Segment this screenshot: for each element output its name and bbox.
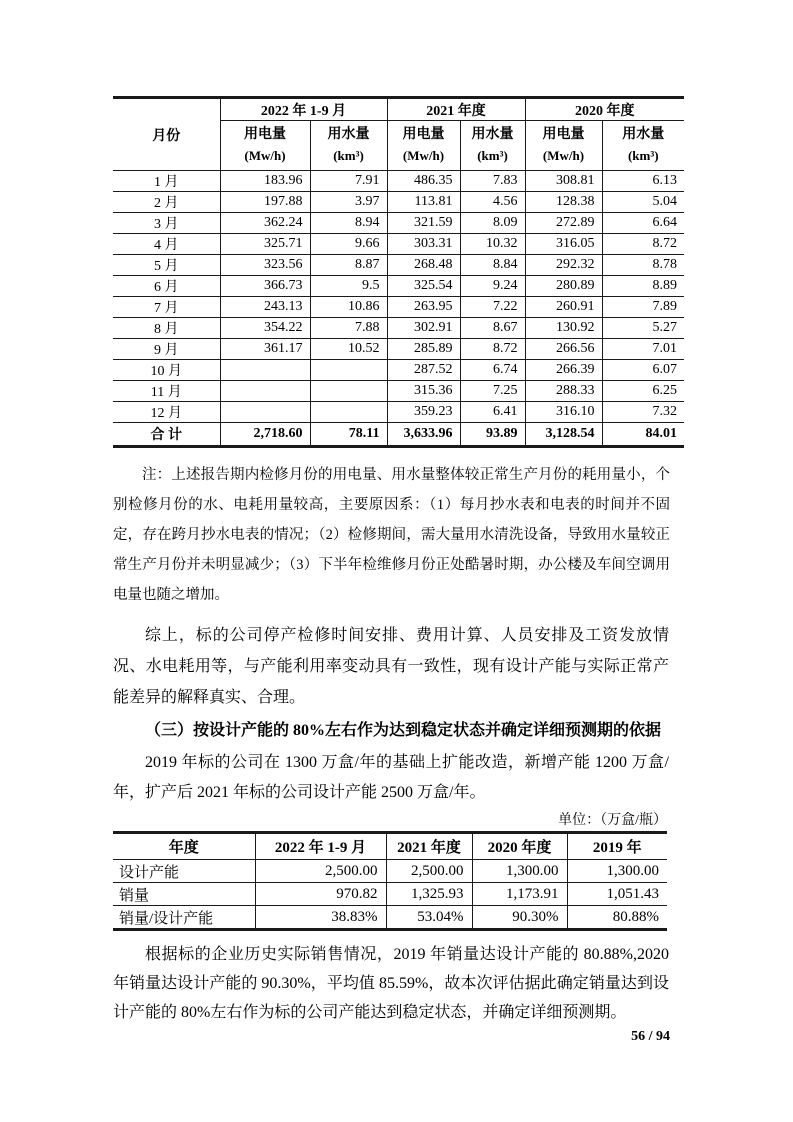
- table-cell: 243.13: [220, 297, 310, 318]
- table-cell: 8.09: [460, 213, 525, 234]
- month-label: 1 月: [113, 171, 220, 192]
- table-cell: 8.89: [602, 276, 684, 297]
- table-cell: 315.36: [387, 381, 460, 402]
- table-cell: 303.31: [387, 234, 460, 255]
- table-cell: 268.48: [387, 255, 460, 276]
- table-cell: 6.64: [602, 213, 684, 234]
- month-label: 5 月: [113, 255, 220, 276]
- table-cell: 3.97: [310, 192, 387, 213]
- total-row: [113, 423, 684, 447]
- table-cell: 1,325.93: [386, 883, 472, 906]
- unit-mwh: (Mw/h): [244, 148, 286, 164]
- table-cell: 1,300.00: [567, 860, 667, 883]
- table-cell: 1,051.43: [567, 883, 667, 906]
- table-row: [113, 860, 667, 883]
- utility-usage-table: [113, 96, 684, 448]
- table-cell: 325.71: [220, 234, 310, 255]
- table-cell: 7.25: [460, 381, 525, 402]
- table-cell: 2,500.00: [386, 860, 472, 883]
- table-row: [113, 883, 667, 906]
- table-row: [113, 339, 684, 360]
- unit-mwh: (Mw/h): [542, 148, 585, 164]
- table-cell: 8.94: [310, 213, 387, 234]
- table-cell: 9.5: [310, 276, 387, 297]
- table-cell: 7.01: [602, 339, 684, 360]
- month-label: 2 月: [113, 192, 220, 213]
- row-label: 销量: [113, 883, 255, 906]
- header-2022: 2022 年 1-9 月: [255, 833, 386, 860]
- table-row: [113, 318, 684, 339]
- table-cell: 266.39: [525, 360, 602, 381]
- header-period-2022: 2022 年 1-9 月: [220, 98, 387, 121]
- table-cell: 7.89: [602, 297, 684, 318]
- month-label: 6 月: [113, 276, 220, 297]
- header-water-2020: 用水量 (km³): [602, 121, 684, 171]
- table-cell: 7.83: [460, 171, 525, 192]
- table-cell: 7.91: [310, 171, 387, 192]
- table-cell: 1,173.91: [472, 883, 567, 906]
- table-cell: 8.87: [310, 255, 387, 276]
- table-cell: 8.67: [460, 318, 525, 339]
- total-cell: 3,633.96: [387, 423, 460, 447]
- table-cell: 316.10: [525, 402, 602, 423]
- table-cell: 354.22: [220, 318, 310, 339]
- table-cell: [220, 402, 310, 423]
- table-cell: 4.56: [460, 192, 525, 213]
- table-cell: 183.96: [220, 171, 310, 192]
- table-cell: 80.88%: [567, 906, 667, 930]
- table-row: [113, 276, 684, 297]
- table-cell: 288.33: [525, 381, 602, 402]
- table-cell: 321.59: [387, 213, 460, 234]
- table-cell: 7.32: [602, 402, 684, 423]
- table-row: [113, 381, 684, 402]
- month-label: 8 月: [113, 318, 220, 339]
- table-cell: 38.83%: [255, 906, 386, 930]
- total-label: 合 计: [113, 423, 220, 447]
- table-cell: 10.32: [460, 234, 525, 255]
- table-cell: 285.89: [387, 339, 460, 360]
- table-cell: 302.91: [387, 318, 460, 339]
- header-2020: 2020 年度: [472, 833, 567, 860]
- table-cell: 9.66: [310, 234, 387, 255]
- table-row: [113, 297, 684, 318]
- unit-label: 单位：（万盒/瓶）: [558, 813, 667, 828]
- table-cell: 8.72: [460, 339, 525, 360]
- table-cell: 130.92: [525, 318, 602, 339]
- table-row: [113, 360, 684, 381]
- header-electricity-2021: 用电量 (Mw/h): [387, 121, 460, 171]
- total-cell: 84.01: [602, 423, 684, 447]
- month-label: 11 月: [113, 381, 220, 402]
- header-electricity-2022: 用电量 (Mw/h): [220, 121, 310, 171]
- capacity-sales-table: [113, 831, 667, 931]
- month-label: 10 月: [113, 360, 220, 381]
- unit-mwh: (Mw/h): [402, 148, 445, 164]
- header-2019: 2019 年: [567, 833, 667, 860]
- table-cell: 197.88: [220, 192, 310, 213]
- table-row: [113, 171, 684, 192]
- table-row: [113, 255, 684, 276]
- table-row: [113, 402, 684, 423]
- table-cell: 9.24: [460, 276, 525, 297]
- month-label: 4 月: [113, 234, 220, 255]
- unit-km3: (km³): [333, 148, 364, 164]
- page-number: 56 / 94: [631, 1029, 670, 1044]
- conclusion-paragraph: 根据标的企业历史实际销售情况，2019 年销量达设计产能的 80.88%,2020 年销量达设计产能的 90.30%，平均值 85.59%，故本次评估据此确定销量达到设计产能的 80%左右作为标的公司产能达到稳定状态，并确定详细预测期。: [113, 946, 669, 1021]
- table-cell: 6.25: [602, 381, 684, 402]
- header-water-2021: 用水量 (km³): [460, 121, 525, 171]
- header-2021: 2021 年度: [386, 833, 472, 860]
- table-cell: 6.74: [460, 360, 525, 381]
- month-label: 12 月: [113, 402, 220, 423]
- table-cell: 323.56: [220, 255, 310, 276]
- table-cell: [220, 381, 310, 402]
- row-label: 销量/设计产能: [113, 906, 255, 930]
- header-electricity-2020: 用电量 (Mw/h): [525, 121, 602, 171]
- table-cell: 272.89: [525, 213, 602, 234]
- table-row: [113, 192, 684, 213]
- month-label: 7 月: [113, 297, 220, 318]
- table-cell: 970.82: [255, 883, 386, 906]
- table-cell: [310, 381, 387, 402]
- header-period-2021: 2021 年度: [387, 98, 525, 121]
- table-cell: 10.52: [310, 339, 387, 360]
- table-cell: 287.52: [387, 360, 460, 381]
- table-cell: 7.88: [310, 318, 387, 339]
- table-cell: 2,500.00: [255, 860, 386, 883]
- table-cell: 53.04%: [386, 906, 472, 930]
- table-cell: 8.84: [460, 255, 525, 276]
- table-cell: 6.41: [460, 402, 525, 423]
- summary-paragraph: 综上，标的公司停产检修时间安排、费用计算、人员安排及工资发放情况、水电耗用等，与产能利用率变动具有一致性，现有设计产能与实际正常产能差异的解释真实、合理。: [113, 627, 669, 706]
- unit-km3: (km³): [627, 148, 659, 164]
- table-cell: 90.30%: [472, 906, 567, 930]
- table-cell: 263.95: [387, 297, 460, 318]
- table-cell: 8.72: [602, 234, 684, 255]
- table-cell: 292.32: [525, 255, 602, 276]
- table-row: [113, 234, 684, 255]
- table-cell: 486.35: [387, 171, 460, 192]
- table-cell: 128.38: [525, 192, 602, 213]
- table-cell: 10.86: [310, 297, 387, 318]
- table-cell: 359.23: [387, 402, 460, 423]
- section-heading: （三）按设计产能的 80%左右作为达到稳定状态并确定详细预测期的依据: [145, 722, 662, 739]
- header-month: 月份: [113, 98, 220, 171]
- header-year: 年度: [113, 833, 255, 860]
- table-cell: 316.05: [525, 234, 602, 255]
- table-note: 注：上述报告期内检修月份的用电量、用水量整体较正常生产月份的耗用量小，个别检修月份的水、电耗用量较高，主要原因系：（1）每月抄水表和电表的时间并不固定，存在跨月抄水电表的情况；（2）检修期间，需大量用水清洗设备，导致用水量较正常生产月份并未明显减少；（3）下半年检维修月份正处酷暑时期，办公楼及车间空调用电量也随之增加。: [113, 467, 670, 603]
- table-cell: [220, 360, 310, 381]
- table-cell: 1,300.00: [472, 860, 567, 883]
- total-cell: 2,718.60: [220, 423, 310, 447]
- table-cell: 280.89: [525, 276, 602, 297]
- table-cell: 366.73: [220, 276, 310, 297]
- table-cell: 6.13: [602, 171, 684, 192]
- table-row: [113, 213, 684, 234]
- month-label: 9 月: [113, 339, 220, 360]
- total-cell: 78.11: [310, 423, 387, 447]
- total-cell: 93.89: [460, 423, 525, 447]
- table-cell: 8.78: [602, 255, 684, 276]
- table-cell: 266.56: [525, 339, 602, 360]
- table-cell: 361.17: [220, 339, 310, 360]
- table-cell: 5.27: [602, 318, 684, 339]
- table-cell: 325.54: [387, 276, 460, 297]
- row-label: 设计产能: [113, 860, 255, 883]
- table-cell: 260.91: [525, 297, 602, 318]
- table-cell: 7.22: [460, 297, 525, 318]
- unit-km3: (km³): [477, 148, 508, 164]
- table-cell: 308.81: [525, 171, 602, 192]
- header-water-2022: 用水量 (km³): [310, 121, 387, 171]
- total-cell: 3,128.54: [525, 423, 602, 447]
- table-cell: 5.04: [602, 192, 684, 213]
- table-cell: 113.81: [387, 192, 460, 213]
- header-period-2020: 2020 年度: [525, 98, 684, 121]
- capacity-paragraph: 2019 年标的公司在 1300 万盒/年的基础上扩能改造，新增产能 1200 万盒/年，扩产后 2021 年标的公司设计产能 2500 万盒/年。: [113, 754, 669, 801]
- table-header-row: [113, 833, 667, 860]
- table-cell: [310, 402, 387, 423]
- table-cell: [310, 360, 387, 381]
- table-row: [113, 906, 667, 930]
- table-cell: 362.24: [220, 213, 310, 234]
- table-cell: 6.07: [602, 360, 684, 381]
- month-label: 3 月: [113, 213, 220, 234]
